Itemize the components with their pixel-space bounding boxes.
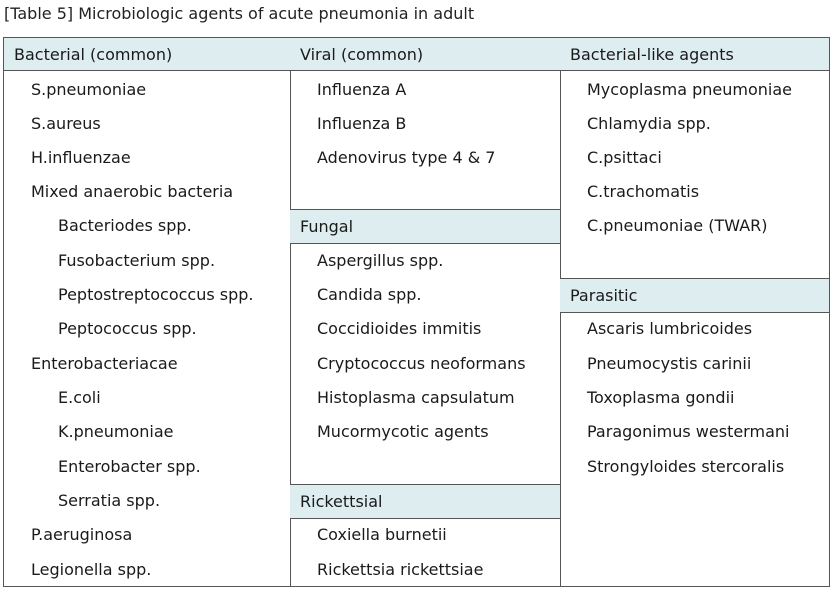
list-item: Bacteriodes spp. bbox=[58, 216, 192, 235]
list-item: Pneumocystis carinii bbox=[587, 354, 752, 373]
list-item: Aspergillus spp. bbox=[317, 251, 444, 270]
list-item: Influenza B bbox=[317, 114, 407, 133]
list-item: P.aeruginosa bbox=[31, 525, 133, 544]
list-item: Fusobacterium spp. bbox=[58, 251, 216, 270]
list-item: Influenza A bbox=[317, 80, 407, 99]
list-item: Mycoplasma pneumoniae bbox=[587, 80, 792, 99]
list-item: Coxiella burnetii bbox=[317, 525, 447, 544]
list-item: Coccidioides immitis bbox=[317, 319, 482, 338]
pneumonia-agents-table bbox=[3, 37, 830, 587]
list-item: Enterobacter spp. bbox=[58, 457, 201, 476]
table-caption: [Table 5] Microbiologic agents of acute pneumonia in adult bbox=[4, 4, 475, 23]
list-item: Peptococcus spp. bbox=[58, 319, 197, 338]
header-parasitic: Parasitic bbox=[560, 278, 829, 313]
list-item: Legionella spp. bbox=[31, 560, 152, 579]
header-bacterial-like: Bacterial-like agents bbox=[560, 38, 829, 71]
list-item: K.pneumoniae bbox=[58, 422, 174, 441]
list-item: Paragonimus westermani bbox=[587, 422, 790, 441]
list-item: Enterobacteriacae bbox=[31, 354, 178, 373]
list-item: S.aureus bbox=[31, 114, 101, 133]
list-item: Peptostreptococcus spp. bbox=[58, 285, 254, 304]
header-fungal: Fungal bbox=[290, 209, 560, 244]
list-item: Chlamydia spp. bbox=[587, 114, 711, 133]
list-item: Histoplasma capsulatum bbox=[317, 388, 515, 407]
header-rickettsial: Rickettsial bbox=[290, 484, 560, 519]
list-item: Toxoplasma gondii bbox=[587, 388, 735, 407]
list-item: Strongyloides stercoralis bbox=[587, 457, 785, 476]
column-bacterial bbox=[4, 38, 291, 586]
column-viral-fungal-rickettsial bbox=[290, 38, 561, 586]
list-item: E.coli bbox=[58, 388, 101, 407]
list-item: H.influenzae bbox=[31, 148, 131, 167]
list-item: Ascaris lumbricoides bbox=[587, 319, 753, 338]
header-viral: Viral (common) bbox=[290, 38, 560, 71]
list-item: Adenovirus type 4 & 7 bbox=[317, 148, 496, 167]
list-item: Cryptococcus neoformans bbox=[317, 354, 526, 373]
list-item: C.psittaci bbox=[587, 148, 662, 167]
list-item: C.pneumoniae (TWAR) bbox=[587, 216, 768, 235]
column-bacterial-like-parasitic bbox=[560, 38, 829, 586]
list-item: Mixed anaerobic bacteria bbox=[31, 182, 234, 201]
list-item: Mucormycotic agents bbox=[317, 422, 489, 441]
list-item: C.trachomatis bbox=[587, 182, 700, 201]
header-bacterial: Bacterial (common) bbox=[4, 38, 290, 71]
list-item: Candida spp. bbox=[317, 285, 422, 304]
list-item: Serratia spp. bbox=[58, 491, 161, 510]
list-item: Rickettsia rickettsiae bbox=[317, 560, 484, 579]
list-item: S.pneumoniae bbox=[31, 80, 147, 99]
